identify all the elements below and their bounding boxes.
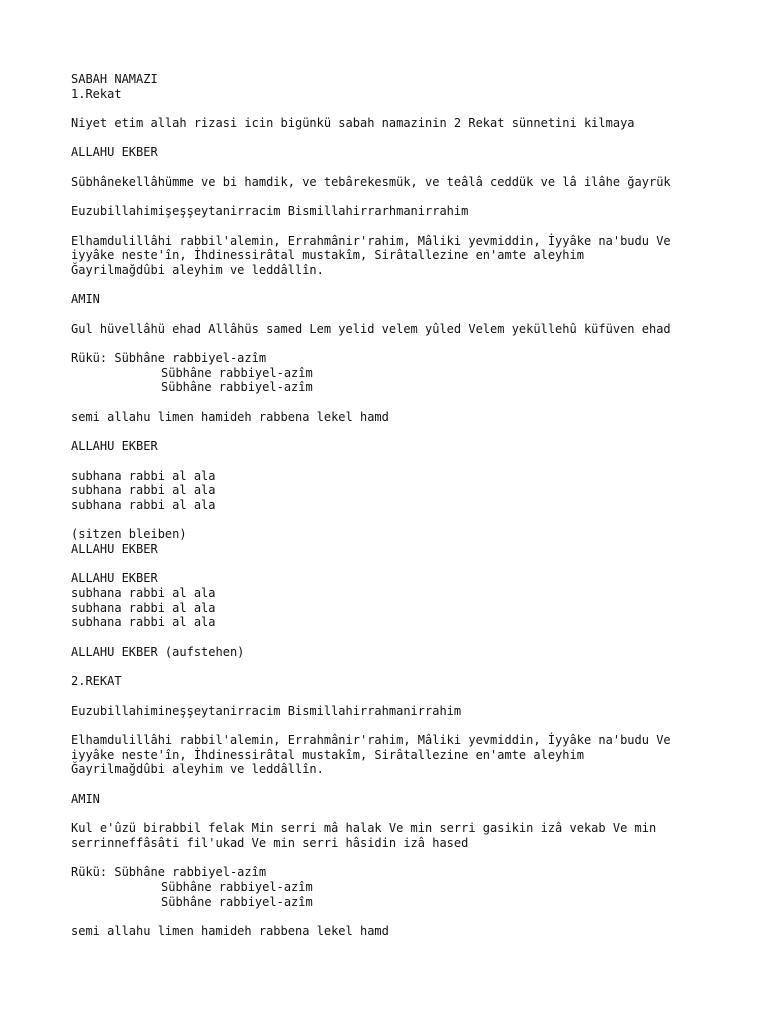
fatiha-line: iyyâke neste'în, İhdinessirâtal mustakîm, Sirâtallezine en'amte aleyhim (71, 248, 584, 263)
ruku-line: Rükü: Sübhâne rabbiyel-azîm (71, 351, 267, 366)
semi-text: semi allahu limen hamideh rabbena lekel hamd (71, 923, 389, 938)
tekbir-text: ALLAHU EKBER (71, 571, 158, 586)
semi-text: semi allahu limen hamideh rabbena lekel hamd (71, 409, 389, 424)
secde-line: subhana rabbi al ala (71, 600, 216, 615)
amin-text: AMIN (71, 791, 100, 806)
secde-line: subhana rabbi al ala (71, 586, 216, 601)
tekbir-text: ALLAHU EKBER (71, 145, 158, 160)
euzu-text: Euzubillahimişeşşeytanirracim Bismillahirrarhmanirrahim (71, 204, 469, 219)
ruku-line: Sübhâne rabbiyel-azîm (161, 365, 313, 380)
ruku-line: Rükü: Sübhâne rabbiyel-azîm (71, 865, 267, 880)
document-title: SABAH NAMAZI (71, 72, 158, 86)
euzu-text: Euzubillahimineşşeytanirracim Bismillahirrahmanirrahim (71, 703, 462, 718)
document-page (71, 72, 751, 939)
tekbir-text: ALLAHU EKBER (71, 439, 158, 454)
ruku-line: Sübhâne rabbiyel-azîm (161, 380, 313, 395)
fatiha-line: Elhamdulillâhi rabbil'alemin, Errahmânir'rahim, Mâliki yevmiddin, İyyâke na'budu Ve (71, 732, 671, 747)
tekbir-text: ALLAHU EKBER (71, 542, 158, 556)
ruku-line: Sübhâne rabbiyel-azîm (161, 894, 313, 909)
subhaneke-text: Sübhânekellâhümme ve bi hamdik, ve tebârekesmük, ve teâlâ ceddük ve lâ ilâhe ğayrük (71, 174, 671, 189)
ihlas-text: Gul hüvellâhü ehad Allâhüs samed Lem yelid velem yûled Velem yeküllehû küfüven ehad (71, 321, 671, 336)
fatiha-line: Elhamdulillâhi rabbil'alemin, Errahmânir'rahim, Mâliki yevmiddin, İyyâke na'budu Ve (71, 233, 671, 248)
aufstehen-text: ALLAHU EKBER (aufstehen) (71, 644, 245, 659)
secde-line: subhana rabbi al ala (71, 497, 216, 512)
secde-line: subhana rabbi al ala (71, 468, 216, 483)
fatiha-line: Ğayrilmağdûbi aleyhim ve leddâllîn. (71, 762, 324, 777)
sitzen-note: (sitzen bleiben) (71, 527, 187, 542)
amin-text: AMIN (71, 292, 100, 307)
secde-line: subhana rabbi al ala (71, 483, 216, 498)
secde-line: subhana rabbi al ala (71, 615, 216, 630)
rekat-2-heading: 2.REKAT (71, 674, 122, 689)
felak-line: serrinneffâsâti fil'ukad Ve min serri hâsidin izâ hased (71, 835, 469, 850)
rekat-1-heading: 1.Rekat (71, 86, 122, 101)
ruku-line: Sübhâne rabbiyel-azîm (161, 879, 313, 894)
fatiha-line: iyyâke neste'în, İhdinessirâtal mustakîm, Sirâtallezine en'amte aleyhim (71, 747, 584, 762)
niyet-text: Niyet etim allah rizasi icin bigünkü sabah namazinin 2 Rekat sünnetini kilmaya (71, 116, 635, 131)
felak-line: Kul e'ûzü birabbil felak Min serri mâ halak Ve min serri gasikin izâ vekab Ve min (71, 821, 657, 836)
fatiha-line: Ğayrilmağdûbi aleyhim ve leddâllîn. (71, 262, 324, 277)
